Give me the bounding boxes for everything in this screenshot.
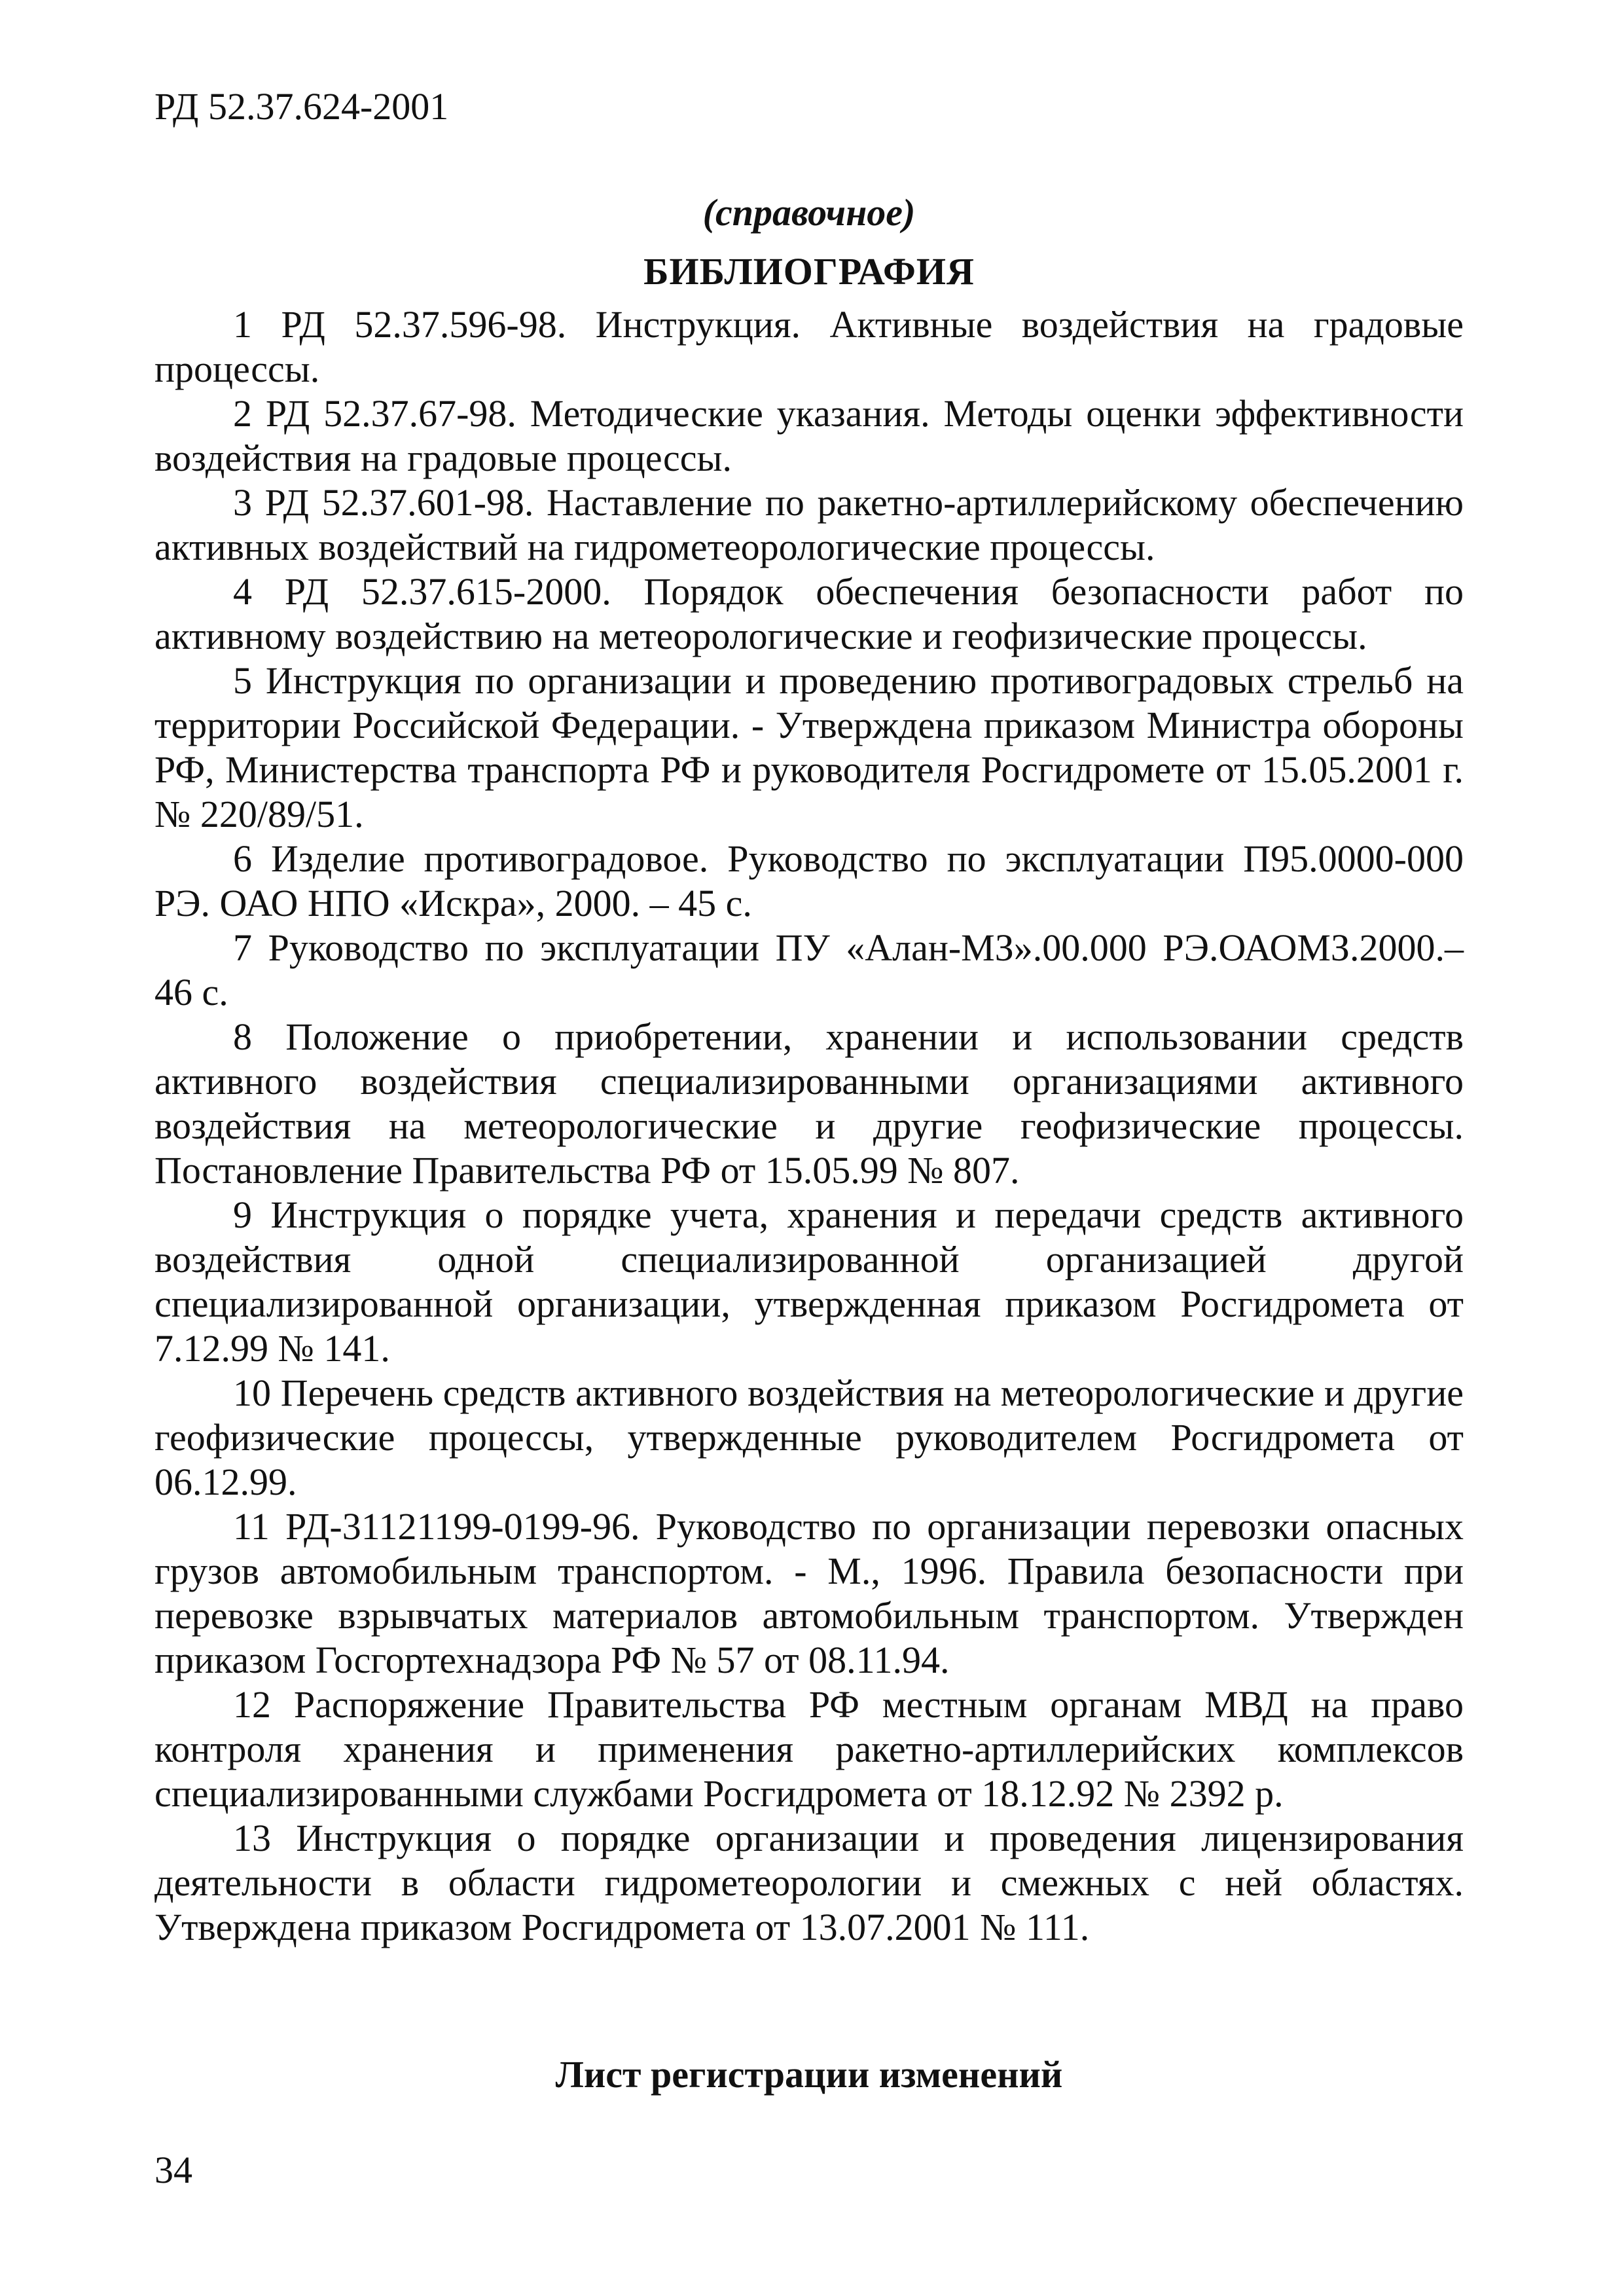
bibliography-item-2: 2 РД 52.37.67-98. Методические указания. Методы оценки эффективности воздействия на градовые процессы. xyxy=(154,392,1464,479)
document-code: РД 52.37.624-2001 xyxy=(154,85,449,128)
bibliography-item-7: 7 Руководство по эксплуатации ПУ «Алан-МЗ».00.000 РЭ.ОАОМЗ.2000.– 46 с. xyxy=(154,926,1464,1013)
bibliography-item-8: 8 Положение о приобретении, хранении и использовании средств активного воздействия специализированными организациями активного воздействия на метеорологические и другие геофизические процессы. Постановление Правительства РФ от 15.05.99 № 807. xyxy=(154,1015,1464,1192)
bibliography-title: БИБЛИОГРАФИЯ xyxy=(643,250,975,293)
page-number: 34 xyxy=(154,2149,192,2191)
bibliography-item-9: 9 Инструкция о порядке учета, хранения и передачи средств активного воздействия одной специализированной организацией другой специализированной организации, утвержденная приказом Росгидромета от 7.12.99 № 141. xyxy=(154,1194,1464,1370)
bibliography-item-13: 13 Инструкция о порядке организации и проведения лицензирования деятельности в области гидрометеорологии и смежных с ней областях. Утверждена приказом Росгидромета от 13.07.2001 № 111. xyxy=(154,1817,1464,1948)
bibliography-item-11: 11 РД-31121199-0199-96. Руководство по организации перевозки опасных грузов автомобильным транспортом. - М., 1996. Правила безопасности при перевозке взрывчатых материалов автомобильным транспортом. Утвержден приказом Госгортехнадзора РФ № 57 от 08.11.94. xyxy=(154,1505,1464,1681)
bibliography-item-10: 10 Перечень средств активного воздействия на метеорологические и другие геофизические процессы, утвержденные руководителем Росгидромета от 06.12.99. xyxy=(154,1372,1464,1503)
bibliography-item-6: 6 Изделие противоградовое. Руководство по эксплуатации П95.0000-000 РЭ. ОАО НПО «Искра», 2000. – 45 с. xyxy=(154,837,1464,924)
bibliography-item-5: 5 Инструкция по организации и проведению противоградовых стрельб на территории Российской Федерации. - Утверждена приказом Министра обороны РФ, Министерства транспорта РФ и руководителя Росгидромете от 15.05.2001 г. № 220/89/51. xyxy=(154,659,1464,835)
bibliography-item-12: 12 Распоряжение Правительства РФ местным органам МВД на право контроля хранения и применения ракетно-артиллерийских комплексов специализированными службами Росгидромета от 18.12.92 № 2392 р. xyxy=(154,1683,1464,1815)
annex-note: (справочное) xyxy=(702,191,916,234)
bibliography-item-1: 1 РД 52.37.596-98. Инструкция. Активные воздействия на градовые процессы. xyxy=(154,303,1464,390)
change-register-heading: Лист регистрации изменений xyxy=(555,2053,1063,2096)
bibliography-item-4: 4 РД 52.37.615-2000. Порядок обеспечения безопасности работ по активному воздействию на метеорологические и геофизические процессы. xyxy=(154,570,1464,657)
bibliography-list xyxy=(154,302,1464,1950)
bibliography-item-3: 3 РД 52.37.601-98. Наставление по ракетно-артиллерийскому обеспечению активных воздействий на гидрометеорологические процессы. xyxy=(154,481,1464,568)
